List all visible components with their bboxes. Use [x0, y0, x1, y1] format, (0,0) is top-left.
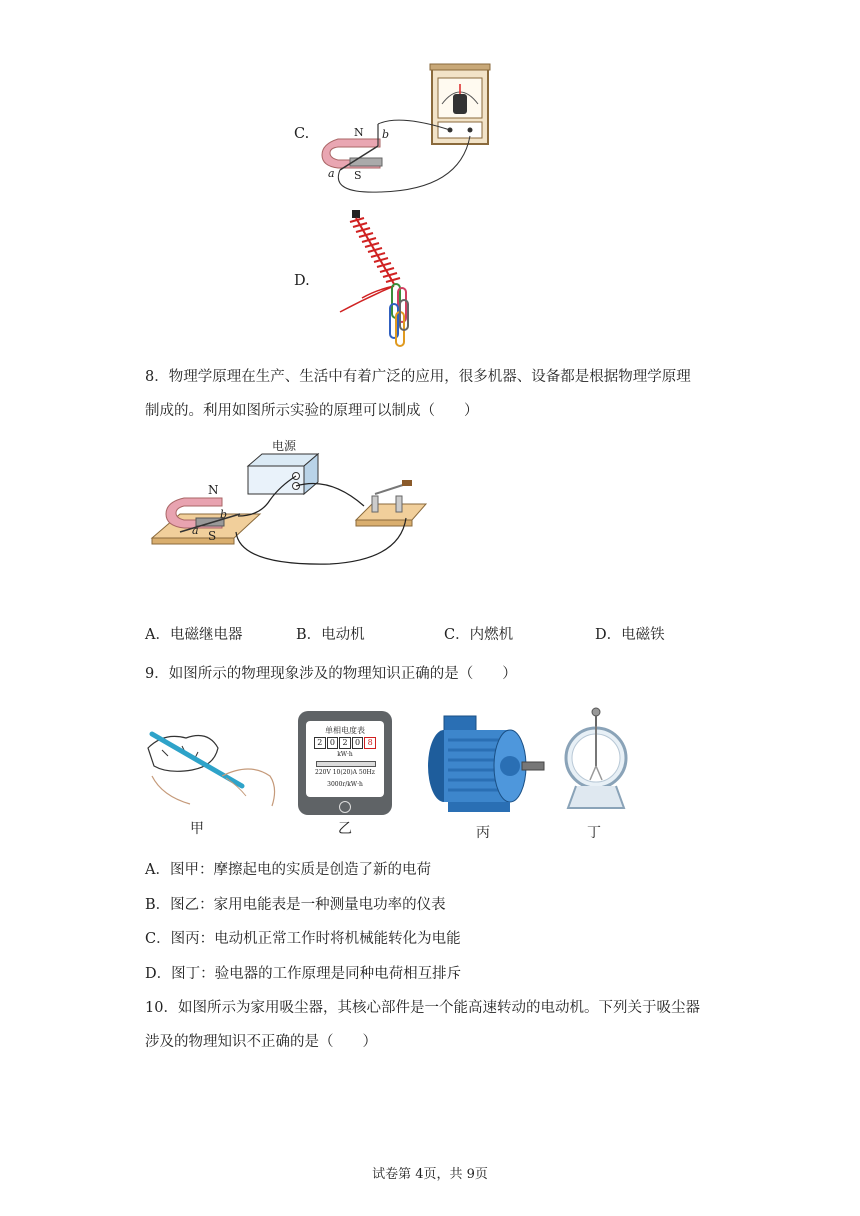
page-footer: 试卷第 4页，共 9页 — [372, 1167, 488, 1182]
meter-digit-decimal: 8 — [364, 737, 376, 749]
q9-caption-bing: 丙 — [476, 825, 490, 841]
q8-stem-line2: 制成的。利用如图所示实验的原理可以制成（ ） — [145, 403, 479, 419]
meter-title: 单相电度表 — [325, 726, 365, 735]
q9-caption-jia: 甲 — [190, 821, 204, 837]
q9-option-c[interactable]: C．图丙：电动机正常工作时将机械能转化为电能 — [145, 931, 461, 947]
q9-caption-ding: 丁 — [587, 825, 601, 841]
figure-c-magnet-galvanometer — [320, 64, 500, 199]
q10-stem-line2: 涉及的物理知识不正确的是（ ） — [145, 1034, 377, 1050]
q8-power-label: 电源 — [272, 439, 297, 453]
meter-digit: 0 — [352, 737, 364, 749]
q9-stem: 9．如图所示的物理现象涉及的物理知识正确的是（ ） — [145, 666, 517, 682]
option-d-label: D. — [294, 273, 310, 289]
option-c-label: C. — [294, 126, 310, 142]
meter-rev: 3000r/kW·h — [327, 781, 363, 788]
q9-figure-bing-motor — [414, 714, 548, 818]
q8-option-b[interactable]: B．电动机 — [296, 627, 365, 643]
figure-c-a-label: a — [328, 167, 335, 180]
q9-option-a[interactable]: A．图甲：摩擦起电的实质是创造了新的电荷 — [145, 862, 431, 878]
meter-digits — [314, 737, 376, 749]
q8-option-a[interactable]: A．电磁继电器 — [145, 627, 243, 643]
figure-d-electromagnet-clips — [336, 208, 426, 353]
figure-c-n-label: N — [354, 126, 364, 139]
figure-c-s-label: S — [354, 169, 362, 182]
q8-b-label: b — [220, 508, 228, 521]
q8-a-label: a — [192, 524, 199, 537]
q8-figure-motor-experiment — [150, 436, 440, 576]
q9-caption-yi: 乙 — [338, 821, 352, 837]
q8-s-label: S — [208, 529, 217, 543]
figure-c-b-label: b — [382, 128, 390, 141]
meter-spec: 220V 10(20)A 50Hz — [315, 769, 375, 776]
q8-option-c[interactable]: C．内燃机 — [444, 627, 514, 643]
meter-digit: 2 — [314, 737, 326, 749]
q8-option-d[interactable]: D．电磁铁 — [595, 627, 665, 643]
q9-figure-yi-meter — [298, 711, 392, 815]
meter-digit: 2 — [339, 737, 351, 749]
q10-stem-line1: 10．如图所示为家用吸尘器，其核心部件是一个能高速转动的电动机。下列关于吸尘器 — [145, 1000, 700, 1016]
q8-n-label: N — [208, 483, 219, 497]
q9-option-b[interactable]: B．图乙：家用电能表是一种测量电功率的仪表 — [145, 897, 446, 913]
q9-option-d[interactable]: D．图丁：验电器的工作原理是同种电荷相互排斥 — [145, 966, 462, 982]
q8-stem-line1: 8．物理学原理在生产、生活中有着广泛的应用，很多机器、设备都是根据物理学原理 — [145, 369, 691, 385]
meter-disc — [316, 761, 376, 767]
meter-seal-icon — [339, 801, 351, 813]
meter-digit: 0 — [327, 737, 339, 749]
meter-unit: kW·h — [337, 751, 353, 758]
q9-figure-ding-electroscope — [562, 708, 632, 814]
q9-figure-jia-friction — [142, 726, 282, 816]
